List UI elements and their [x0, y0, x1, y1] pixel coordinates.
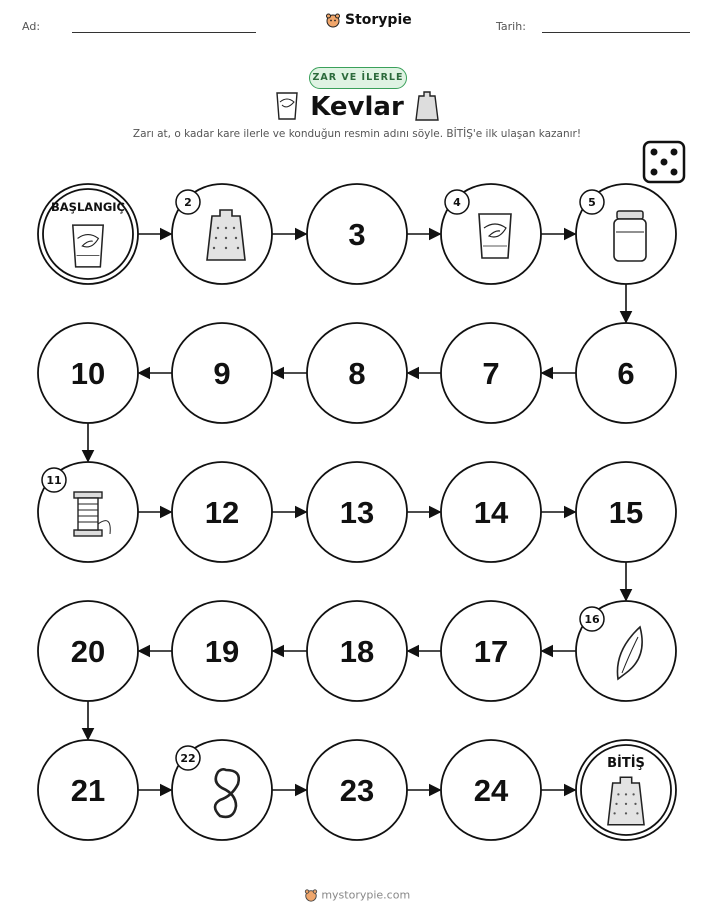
- footer-url: mystorypie.com: [321, 888, 411, 902]
- cell-number: 13: [339, 495, 375, 530]
- start-cell[interactable]: [38, 184, 138, 284]
- board-cell-18[interactable]: [307, 601, 407, 701]
- board-cell-20[interactable]: [38, 601, 138, 701]
- cell-number: 23: [339, 773, 375, 808]
- cell-number: 17: [473, 634, 509, 669]
- board-cell-2[interactable]: [172, 184, 272, 284]
- cell-number: 4: [453, 196, 461, 209]
- bear-icon: [304, 888, 318, 902]
- board-cell-14[interactable]: [441, 462, 541, 562]
- cell-number: 22: [180, 752, 196, 765]
- dice-icon: [644, 142, 684, 182]
- cell-number: 3: [348, 217, 366, 252]
- board-cell-13[interactable]: [307, 462, 407, 562]
- brand-name: Storypie: [345, 12, 412, 28]
- cell-number: 14: [473, 495, 509, 530]
- name-label: Ad:: [22, 20, 41, 33]
- board-cell-4[interactable]: [441, 184, 541, 284]
- board-cell-23[interactable]: [307, 740, 407, 840]
- board-cell-16[interactable]: [576, 601, 676, 701]
- grater-icon: [207, 210, 245, 260]
- board-cell-21[interactable]: [38, 740, 138, 840]
- cell-number: 10: [70, 356, 106, 391]
- grater-icon: [608, 777, 644, 825]
- board-cell-19[interactable]: [172, 601, 272, 701]
- cell-number: 19: [204, 634, 240, 669]
- game-type-badge: ZAR VE İLERLE: [309, 67, 407, 89]
- board-cell-8[interactable]: [307, 323, 407, 423]
- cell-number: 16: [584, 613, 600, 626]
- board-cell-10[interactable]: [38, 323, 138, 423]
- glass-icon: [479, 214, 511, 258]
- jar-icon: [614, 211, 646, 261]
- instructions: Zarı at, o kadar kare ilerle ve konduğun resmin adını söyle. BİTİŞ'e ilk ulaşan kazanır!: [132, 128, 582, 140]
- cell-number: 6: [617, 356, 635, 391]
- board-cell-3[interactable]: [307, 184, 407, 284]
- cell-number: 9: [213, 356, 231, 391]
- cell-number: 2: [184, 196, 192, 209]
- cell-number: 21: [70, 773, 106, 808]
- cell-number: 20: [70, 634, 106, 669]
- board-cell-17[interactable]: [441, 601, 541, 701]
- cell-number: 12: [204, 495, 240, 530]
- cell-number: 7: [482, 356, 500, 391]
- board-cell-24[interactable]: [441, 740, 541, 840]
- date-label: Tarih:: [496, 20, 526, 33]
- board-cell-11[interactable]: [38, 462, 138, 562]
- cell-number: 24: [473, 773, 509, 808]
- cell-number: 8: [348, 356, 366, 391]
- board-cell-15[interactable]: [576, 462, 676, 562]
- footer: [0, 888, 714, 902]
- board-cell-9[interactable]: [172, 323, 272, 423]
- finish-cell[interactable]: [576, 740, 676, 840]
- cell-number: 11: [46, 474, 62, 487]
- board-cell-12[interactable]: [172, 462, 272, 562]
- cell-label: BAŞLANGIÇ: [51, 200, 125, 214]
- cell-number: 15: [608, 495, 644, 530]
- cell-number: 18: [339, 634, 375, 669]
- cell-label: BİTİŞ: [607, 756, 645, 771]
- glass-icon: [73, 225, 103, 267]
- page-title: Kevlar: [310, 92, 404, 122]
- board-cell-6[interactable]: [576, 323, 676, 423]
- cell-number: 5: [588, 196, 596, 209]
- board-cell-5[interactable]: [576, 184, 676, 284]
- board-cell-7[interactable]: [441, 323, 541, 423]
- board-cell-22[interactable]: [172, 740, 272, 840]
